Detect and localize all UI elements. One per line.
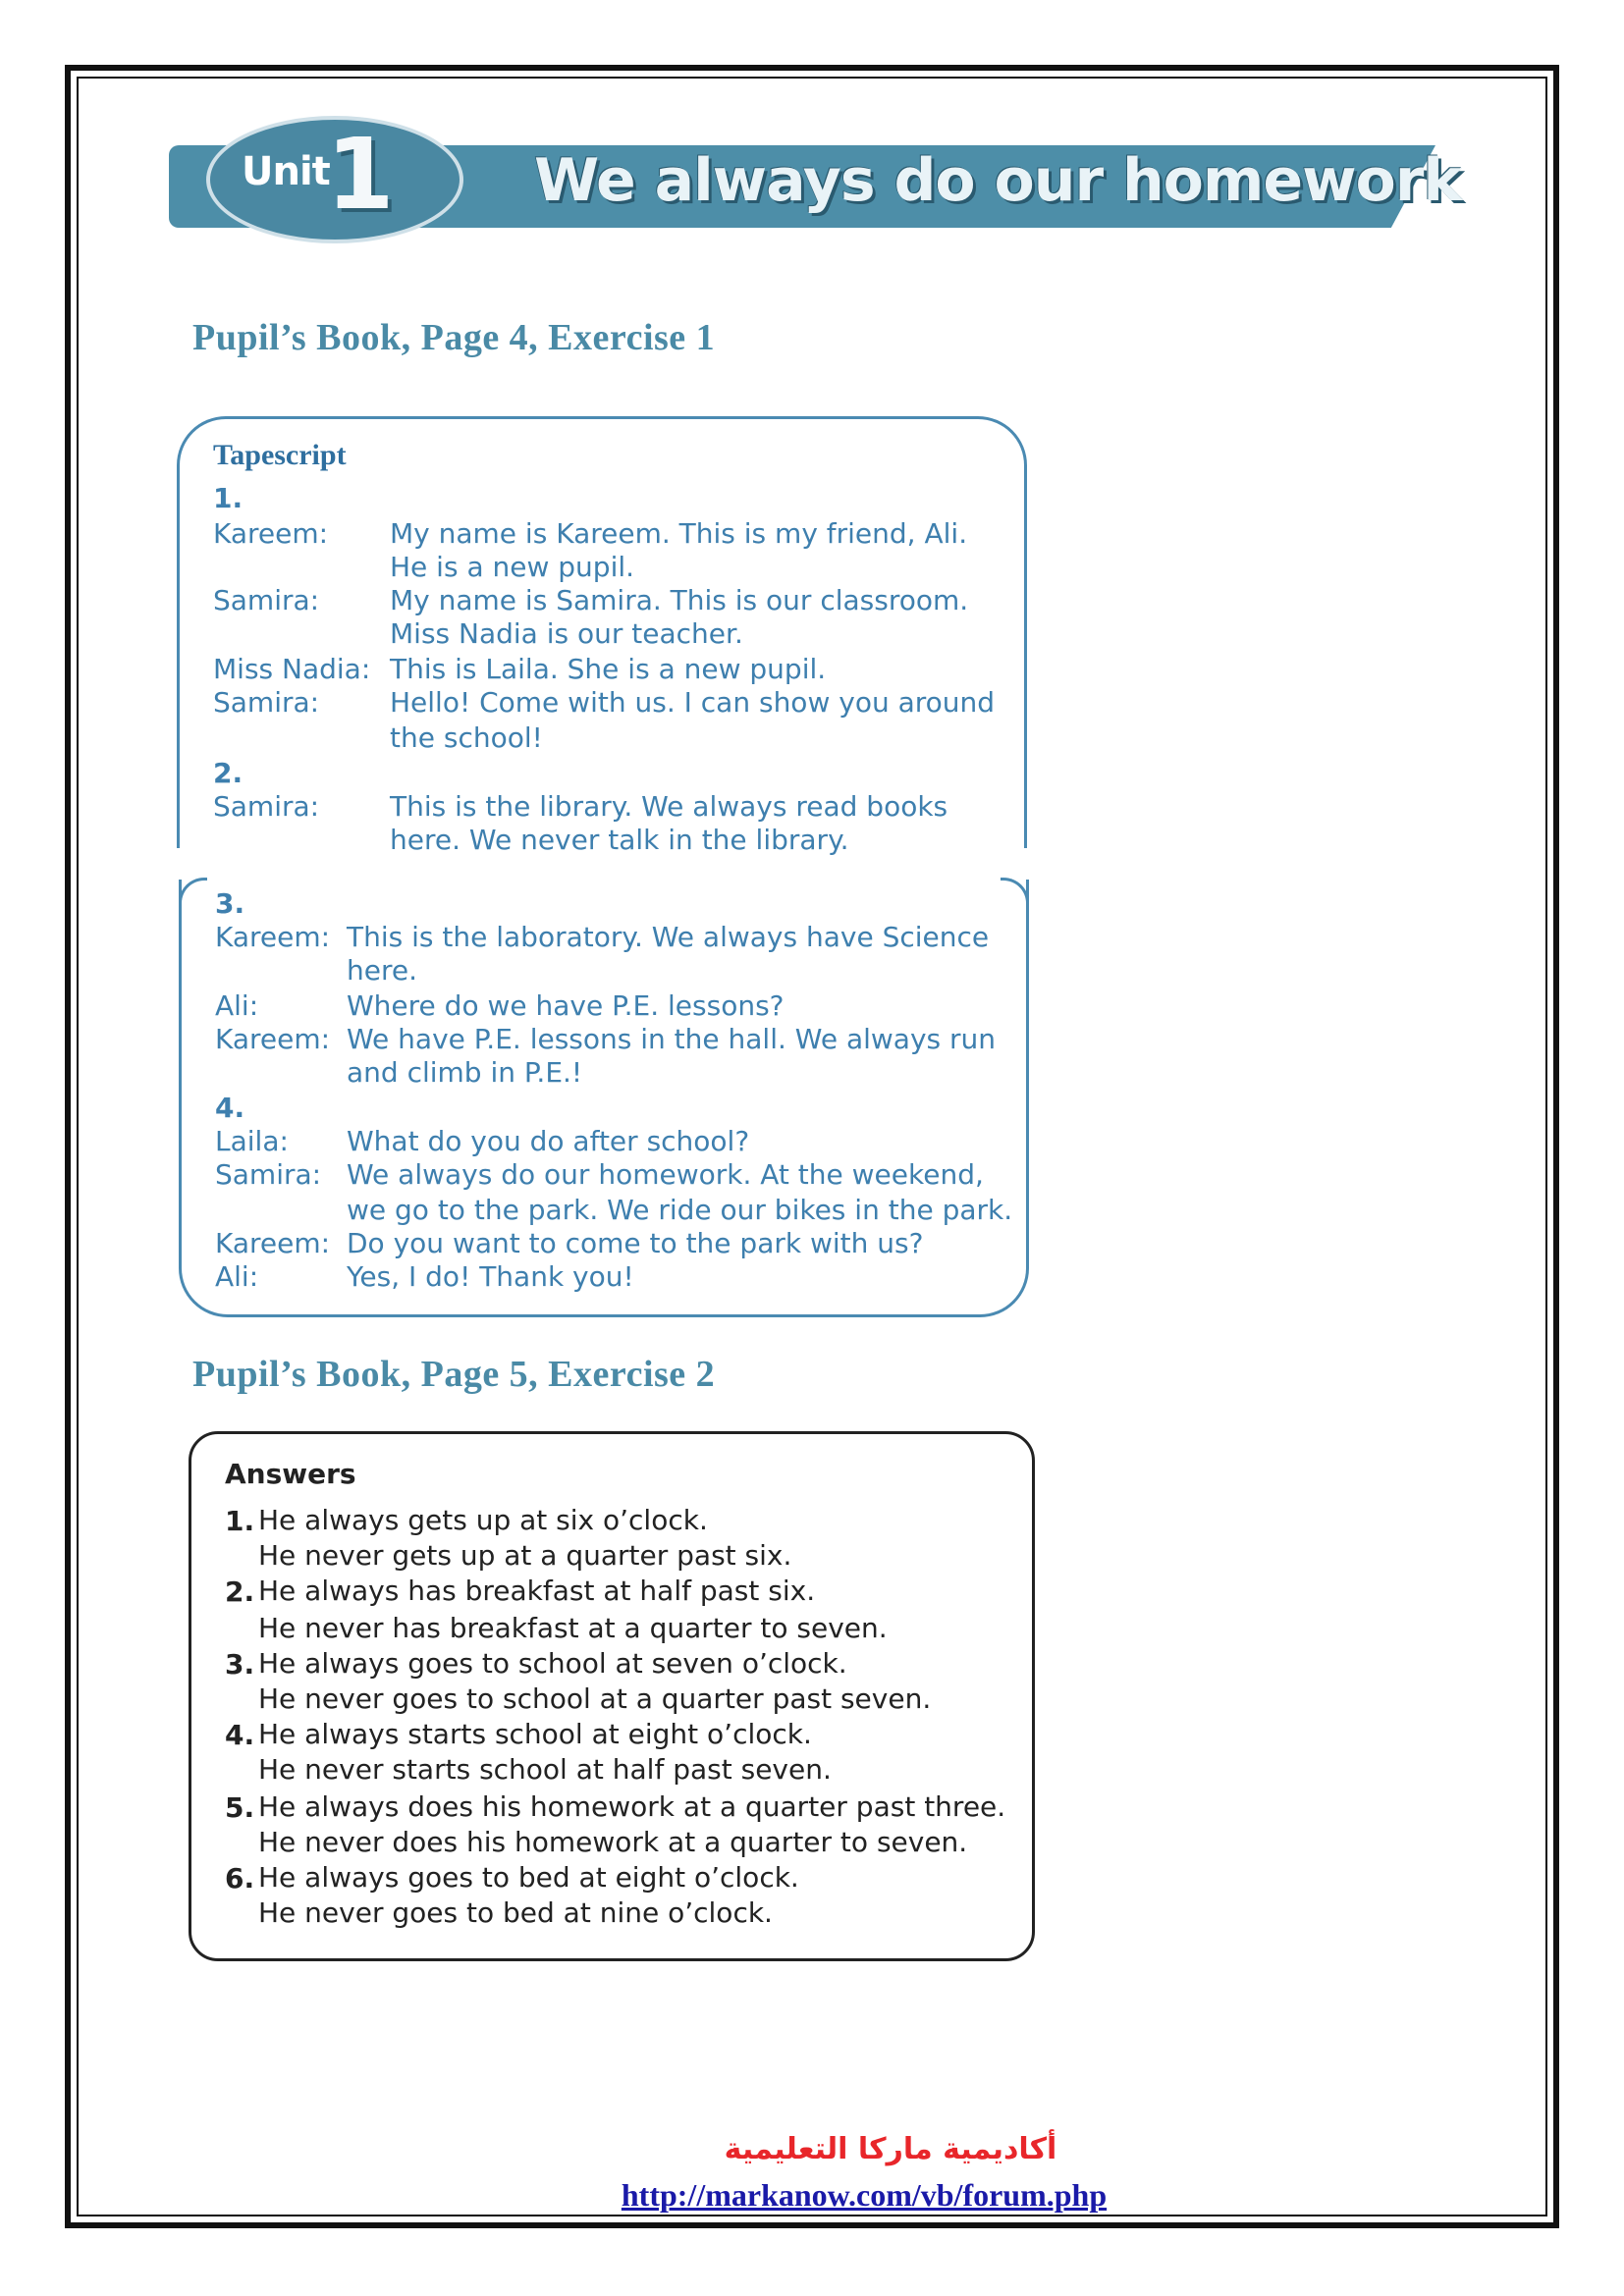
tapescript-box-bottom bbox=[179, 880, 1029, 1317]
answer-line: He never does his homework at a quarter to seven. bbox=[258, 1826, 968, 1858]
answer-line: He always starts school at eight o’clock. bbox=[258, 1718, 812, 1750]
footer-forum-link[interactable]: http://markanow.com/vb/forum.php bbox=[621, 2177, 1108, 2213]
answer-number: 5. bbox=[225, 1791, 255, 1824]
dialogue-line: This is the laboratory. We always have Science bbox=[347, 921, 990, 953]
answer-line: He never has breakfast at a quarter to seven. bbox=[258, 1612, 888, 1644]
unit-label: Unit bbox=[242, 149, 330, 194]
answer-number: 1. bbox=[225, 1505, 255, 1537]
unit-banner bbox=[169, 116, 1462, 243]
dialogue-line: Where do we have P.E. lessons? bbox=[347, 989, 785, 1022]
part-number: 2. bbox=[213, 757, 244, 789]
dialogue-line: This is the library. We always read books bbox=[390, 790, 948, 823]
answer-line: He always has breakfast at half past six. bbox=[258, 1575, 816, 1607]
answer-line: He always goes to school at seven o’clock. bbox=[258, 1647, 847, 1680]
unit-number: 1 bbox=[326, 117, 395, 232]
speaker: Samira: bbox=[213, 584, 320, 616]
answer-number: 2. bbox=[225, 1575, 255, 1608]
speaker: Laila: bbox=[215, 1125, 289, 1157]
dialogue-line: here. bbox=[347, 954, 417, 987]
answer-line: He always gets up at six o’clock. bbox=[258, 1504, 708, 1536]
speaker: Kareem: bbox=[213, 517, 329, 550]
answer-line: He never goes to bed at nine o’clock. bbox=[258, 1896, 773, 1929]
speaker: Kareem: bbox=[215, 921, 331, 953]
answer-line: He never starts school at half past seven. bbox=[258, 1753, 832, 1786]
speaker: Samira: bbox=[215, 1158, 322, 1191]
part-number: 1. bbox=[213, 482, 244, 514]
footer-academy-name: أكاديمية ماركا التعليمية bbox=[724, 2132, 1057, 2166]
dialogue-line: Do you want to come to the park with us? bbox=[347, 1227, 924, 1259]
dialogue-line: Yes, I do! Thank you! bbox=[347, 1260, 634, 1293]
part-number: 3. bbox=[215, 887, 245, 920]
answer-line: He never goes to school at a quarter past seven. bbox=[258, 1682, 932, 1715]
box-corner bbox=[1001, 878, 1029, 906]
speaker: Ali: bbox=[215, 989, 259, 1022]
unit-title: We always do our homework bbox=[534, 146, 1462, 215]
dialogue-line: and climb in P.E.! bbox=[347, 1056, 583, 1089]
dialogue-line: My name is Kareem. This is my friend, Ali. bbox=[390, 517, 968, 550]
answers-label: Answers bbox=[225, 1458, 356, 1490]
speaker: Ali: bbox=[215, 1260, 259, 1293]
answer-number: 4. bbox=[225, 1719, 255, 1751]
speaker: Kareem: bbox=[215, 1023, 331, 1055]
answer-line: He always does his homework at a quarter past three. bbox=[258, 1790, 1006, 1823]
speaker: Kareem: bbox=[215, 1227, 331, 1259]
tapescript-box-top bbox=[177, 416, 1027, 856]
section-heading-exercise-2: Pupil’s Book, Page 5, Exercise 2 bbox=[192, 1354, 716, 1395]
dialogue-line: the school! bbox=[390, 721, 543, 754]
answer-number: 3. bbox=[225, 1648, 255, 1681]
tapescript-label: Tapescript bbox=[213, 439, 347, 471]
dialogue-line: He is a new pupil. bbox=[390, 551, 635, 583]
dialogue-line: Miss Nadia is our teacher. bbox=[390, 617, 743, 650]
dialogue-line: We always do our homework. At the weekend, bbox=[347, 1158, 984, 1191]
speaker: Samira: bbox=[213, 686, 320, 719]
section-heading-exercise-1: Pupil’s Book, Page 4, Exercise 1 bbox=[192, 317, 716, 358]
speaker: Miss Nadia: bbox=[213, 653, 371, 685]
dialogue-line: My name is Samira. This is our classroom. bbox=[390, 584, 969, 616]
dialogue-line: This is Laila. She is a new pupil. bbox=[390, 653, 827, 685]
answer-line: He never gets up at a quarter past six. bbox=[258, 1539, 792, 1572]
answer-line: He always goes to bed at eight o’clock. bbox=[258, 1861, 799, 1894]
dialogue-line: Hello! Come with us. I can show you around bbox=[390, 686, 996, 719]
dialogue-line: What do you do after school? bbox=[347, 1125, 750, 1157]
answer-number: 6. bbox=[225, 1862, 255, 1895]
answers-box bbox=[189, 1431, 1035, 1961]
part-number: 4. bbox=[215, 1092, 245, 1124]
dialogue-line: we go to the park. We ride our bikes in the park. bbox=[347, 1194, 1013, 1226]
dialogue-line: We have P.E. lessons in the hall. We always run bbox=[347, 1023, 997, 1055]
dialogue-line: here. We never talk in the library. bbox=[390, 824, 849, 856]
box-corner bbox=[179, 878, 207, 906]
speaker: Samira: bbox=[213, 790, 320, 823]
